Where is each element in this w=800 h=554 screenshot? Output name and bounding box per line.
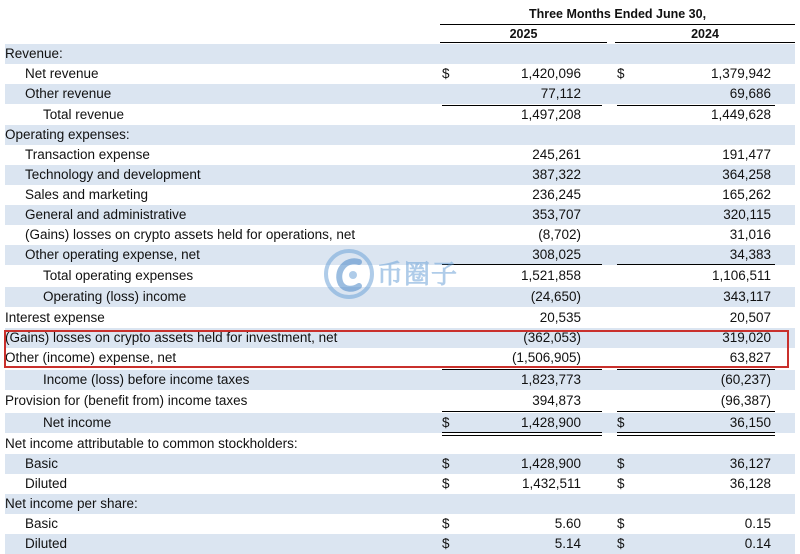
currency-symbol-2025: $: [442, 516, 450, 531]
currency-symbol-2024: $: [617, 536, 625, 551]
column-header-2024: 2024: [691, 27, 719, 41]
row-label: Net revenue: [25, 66, 99, 81]
row-label: Basic: [25, 456, 59, 471]
currency-symbol-2024: $: [617, 415, 625, 430]
value-2024: 1,449,628: [710, 107, 771, 122]
table-row: [5, 391, 795, 411]
currency-symbol-2024: $: [617, 516, 625, 531]
currency-symbol-2025: $: [442, 415, 450, 430]
row-label: Diluted: [25, 536, 68, 551]
value-2025: (8,702): [538, 227, 581, 242]
row-label: Provision for (benefit from) income taxes: [5, 393, 248, 408]
header-rule-2025: [440, 42, 607, 43]
row-label: Other revenue: [25, 86, 112, 101]
table-row: [5, 125, 795, 145]
value-2024: 63,827: [729, 350, 771, 365]
header-rule: [440, 24, 795, 25]
value-2024: 1,379,942: [710, 66, 771, 81]
currency-symbol-2025: $: [442, 476, 450, 491]
subtotal-rule: [617, 264, 775, 265]
value-2025: 5.14: [554, 536, 581, 551]
row-label: Revenue:: [5, 46, 63, 61]
value-2024: 36,127: [729, 456, 771, 471]
watermark: [323, 248, 459, 305]
value-2025: (362,053): [523, 330, 581, 345]
subtotal-rule: [442, 264, 602, 265]
value-2024: 36,150: [729, 415, 771, 430]
value-2025: 236,245: [532, 187, 581, 202]
value-2024: 20,507: [729, 310, 771, 325]
table-row: [5, 434, 795, 454]
currency-symbol-2025: $: [442, 456, 450, 471]
row-label: Basic: [25, 516, 59, 531]
column-header-2025: 2025: [509, 27, 538, 41]
table-row: [5, 64, 795, 84]
value-2024: 0.15: [744, 516, 771, 531]
value-2024: 1,106,511: [711, 268, 771, 283]
value-2025: 77,112: [540, 86, 581, 101]
row-label: Total operating expenses: [43, 268, 194, 283]
table-row: [5, 44, 795, 64]
subtotal-rule: [617, 369, 775, 370]
value-2024: 343,117: [723, 289, 771, 304]
table-row: [5, 165, 795, 185]
value-2025: 245,261: [532, 147, 581, 162]
row-label: Other operating expense, net: [25, 247, 200, 262]
subtotal-rule: [442, 105, 602, 106]
table-row: [5, 185, 795, 205]
row-label: Other (income) expense, net: [5, 350, 177, 365]
value-2024: 36,128: [729, 476, 771, 491]
value-2025: (24,650): [530, 289, 581, 304]
row-label: Transaction expense: [25, 147, 150, 162]
value-2025: 1,521,858: [520, 268, 581, 283]
currency-symbol-2025: $: [442, 536, 450, 551]
subtotal-rule: [442, 411, 602, 412]
highlight-box: [4, 330, 789, 368]
subtotal-rule: [617, 105, 775, 106]
value-2025: 1,497,208: [520, 107, 581, 122]
header-rule-2024: [615, 42, 795, 43]
row-label: Sales and marketing: [25, 187, 149, 202]
value-2024: 0.14: [744, 536, 771, 551]
value-2025: 394,873: [532, 393, 581, 408]
currency-symbol-2024: $: [617, 66, 625, 81]
value-2024: 364,258: [722, 167, 771, 182]
row-label: Technology and development: [25, 167, 201, 182]
value-2025: 1,428,900: [520, 415, 581, 430]
row-label: Net income per share:: [5, 496, 138, 511]
table-row: [5, 105, 795, 125]
row-label: Income (loss) before income taxes: [43, 372, 250, 387]
value-2025: 20,535: [539, 310, 581, 325]
total-double-rule: [442, 432, 602, 436]
value-2025: 1,428,900: [520, 456, 581, 471]
row-label: General and administrative: [25, 207, 187, 222]
value-2025: 1,432,511: [521, 476, 581, 491]
value-2024: 319,020: [722, 330, 771, 345]
total-double-rule: [617, 432, 775, 436]
subtotal-rule: [617, 411, 775, 412]
table-row: [5, 84, 795, 104]
value-2025: (1,506,905): [511, 350, 581, 365]
subtotal-rule: [442, 369, 602, 370]
row-label: Operating expenses:: [5, 127, 130, 142]
value-2024: (60,237): [720, 372, 771, 387]
value-2025: 308,025: [532, 247, 581, 262]
row-label: Net income: [43, 415, 112, 430]
table-row: [5, 413, 795, 433]
currency-symbol-2024: $: [617, 476, 625, 491]
table-row: [5, 225, 795, 245]
value-2025: 5.60: [554, 516, 581, 531]
value-2025: 1,420,096: [520, 66, 581, 81]
table-row: [5, 205, 795, 225]
row-label: Diluted: [25, 476, 68, 491]
currency-symbol-2024: $: [617, 456, 625, 471]
value-2024: 34,383: [729, 247, 771, 262]
value-2024: 165,262: [722, 187, 771, 202]
row-label: Total revenue: [43, 107, 125, 122]
value-2024: 320,115: [723, 207, 771, 222]
value-2024: 69,686: [729, 86, 771, 101]
table-row: [5, 145, 795, 165]
currency-symbol-2025: $: [442, 66, 450, 81]
table-row: [5, 534, 795, 554]
row-label: Net income attributable to common stockholders:: [5, 436, 298, 451]
watermark-text: 币圈子: [377, 260, 459, 290]
value-2025: 1,823,773: [520, 372, 581, 387]
table-row: [5, 308, 795, 328]
value-2025: 387,322: [532, 167, 581, 182]
value-2024: 191,477: [722, 147, 771, 162]
table-row: [5, 494, 795, 514]
value-2025: 353,707: [532, 207, 581, 222]
table-row: [5, 474, 795, 494]
value-2024: 31,016: [729, 227, 771, 242]
row-label: (Gains) losses on crypto assets held for investment, net: [5, 330, 338, 345]
value-2024: (96,387): [720, 393, 771, 408]
table-row: [5, 454, 795, 474]
period-title: Three Months Ended June 30,: [528, 7, 707, 21]
table-row: [5, 370, 795, 390]
row-label: Operating (loss) income: [43, 289, 187, 304]
table-row: [5, 514, 795, 534]
row-label: (Gains) losses on crypto assets held for operations, net: [25, 227, 356, 242]
row-label: Interest expense: [5, 310, 105, 325]
watermark-logo-icon: [323, 248, 375, 300]
